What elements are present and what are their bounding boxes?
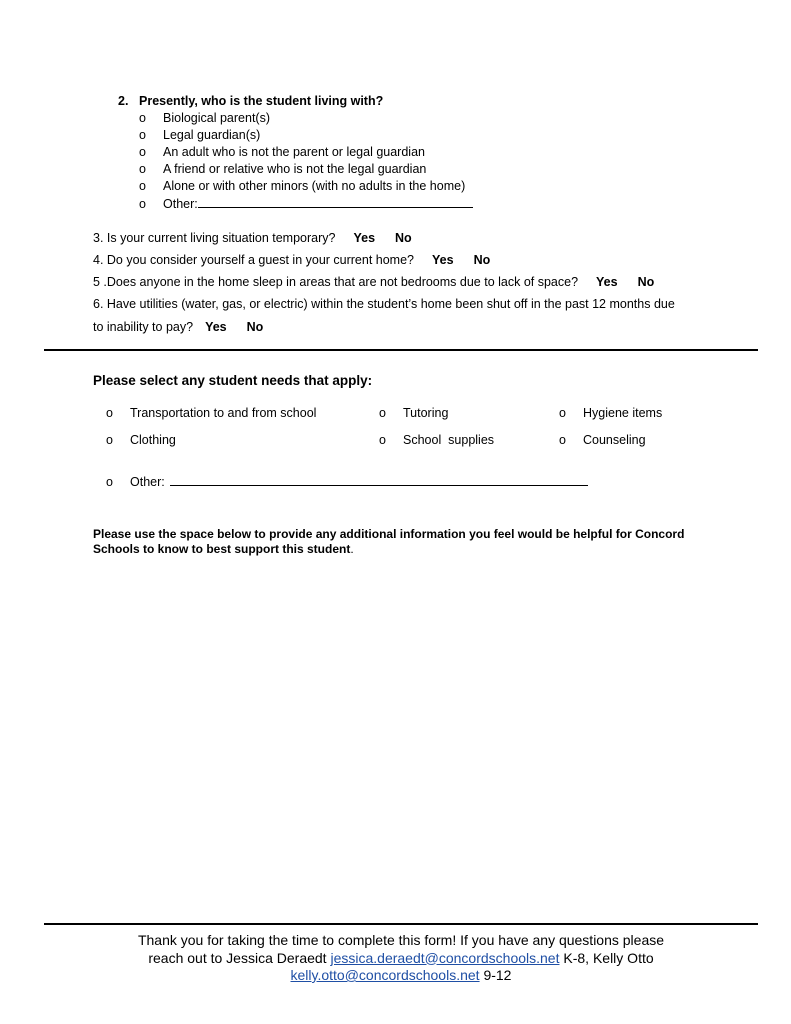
question-2-number: 2.	[118, 94, 129, 108]
question-2-text: Presently, who is the student living with?	[139, 94, 384, 108]
email-link-jessica[interactable]: jessica.deraedt@concordschools.net	[330, 949, 560, 966]
yes-option[interactable]: Yes	[205, 320, 227, 334]
need-label: Counseling	[583, 433, 646, 447]
checkbox-bullet[interactable]: o	[106, 433, 113, 447]
checkbox-bullet[interactable]: o	[379, 406, 386, 420]
footer-text: 9-12	[479, 967, 512, 983]
checkbox-bullet[interactable]: o	[139, 111, 146, 125]
footer-text: K-8, Kelly Otto	[559, 949, 654, 966]
question-6-line-2	[93, 320, 263, 334]
additional-info-area[interactable]	[93, 565, 713, 910]
needs-title: Please select any student needs that apply:	[93, 373, 373, 388]
email-link-kelly[interactable]: kelly.otto@concordschools.net	[290, 967, 480, 983]
checkbox-bullet[interactable]: o	[139, 179, 146, 193]
question-5	[93, 275, 654, 289]
option-label: Other:	[163, 197, 198, 211]
need-transportation[interactable]	[106, 406, 316, 420]
option-label: An adult who is not the parent or legal guardian	[163, 145, 425, 159]
checkbox-bullet[interactable]: o	[559, 406, 566, 420]
other-text-field[interactable]	[198, 196, 473, 208]
checkbox-bullet[interactable]: o	[139, 128, 146, 142]
option-label: Alone or with other minors (with no adults in the home)	[163, 179, 466, 193]
additional-info-prompt	[93, 527, 713, 557]
no-option[interactable]: No	[637, 275, 655, 289]
need-label: School supplies	[403, 433, 495, 447]
question-4-text: 4. Do you consider yourself a guest in your current home?	[93, 253, 415, 267]
need-tutoring[interactable]	[379, 406, 448, 420]
footer-contact	[44, 932, 758, 985]
option-other[interactable]	[139, 196, 473, 211]
option-label: A friend or relative who is not the legal guardian	[163, 162, 427, 176]
no-option[interactable]: No	[395, 231, 412, 245]
other-need-field[interactable]	[170, 474, 588, 486]
checkbox-bullet[interactable]: o	[379, 433, 386, 447]
need-label: Clothing	[130, 433, 176, 447]
option-alone-or-minors[interactable]	[139, 179, 465, 193]
checkbox-bullet[interactable]: o	[139, 197, 146, 211]
divider-top	[44, 349, 758, 351]
yes-option[interactable]: Yes	[353, 231, 376, 245]
footer-line-3	[44, 967, 758, 985]
checkbox-bullet[interactable]: o	[106, 475, 113, 489]
option-legal-guardians[interactable]	[139, 128, 260, 142]
question-3	[93, 231, 412, 245]
no-option[interactable]: No	[473, 253, 491, 267]
additional-info-text: Please use the space below to provide any additional information you feel would be helpful for Concord Schools to know to best support this student	[93, 527, 685, 556]
option-friend-or-relative[interactable]	[139, 162, 426, 176]
footer-line-1: Thank you for taking the time to complete this form! If you have any questions please	[137, 932, 665, 948]
question-6-text: to inability to pay?	[93, 320, 194, 334]
footer-line-2	[44, 950, 758, 968]
checkbox-bullet[interactable]: o	[139, 145, 146, 159]
option-biological-parents[interactable]	[139, 111, 270, 125]
question-6-line-1: 6. Have utilities (water, gas, or electric) within the student’s home been shut off in the past 12 months due	[93, 297, 675, 311]
need-label: Transportation to and from school	[130, 406, 317, 420]
additional-info-period: .	[350, 542, 354, 556]
option-adult-not-parent[interactable]	[139, 145, 425, 159]
question-4	[93, 253, 490, 267]
footer-text: reach out to Jessica Deraedt	[148, 949, 331, 966]
need-counseling[interactable]	[559, 433, 646, 447]
checkbox-bullet[interactable]: o	[106, 406, 113, 420]
divider-bottom	[44, 923, 758, 925]
no-option[interactable]: No	[246, 320, 264, 334]
need-other[interactable]	[106, 474, 588, 489]
need-hygiene-items[interactable]	[559, 406, 662, 420]
need-school-supplies[interactable]	[379, 433, 494, 447]
option-label: Biological parent(s)	[163, 111, 270, 125]
checkbox-bullet[interactable]: o	[139, 162, 146, 176]
need-label: Tutoring	[403, 406, 449, 420]
yes-option[interactable]: Yes	[432, 253, 454, 267]
need-label: Other:	[130, 475, 165, 489]
need-clothing[interactable]	[106, 433, 176, 447]
question-5-text: 5 .Does anyone in the home sleep in areas that are not bedrooms due to lack of space?	[93, 275, 579, 289]
yes-option[interactable]: Yes	[596, 275, 618, 289]
question-2-heading	[118, 94, 383, 108]
question-3-text: 3. Is your current living situation temporary?	[93, 231, 336, 245]
need-label: Hygiene items	[583, 406, 663, 420]
option-label: Legal guardian(s)	[163, 128, 261, 142]
checkbox-bullet[interactable]: o	[559, 433, 566, 447]
